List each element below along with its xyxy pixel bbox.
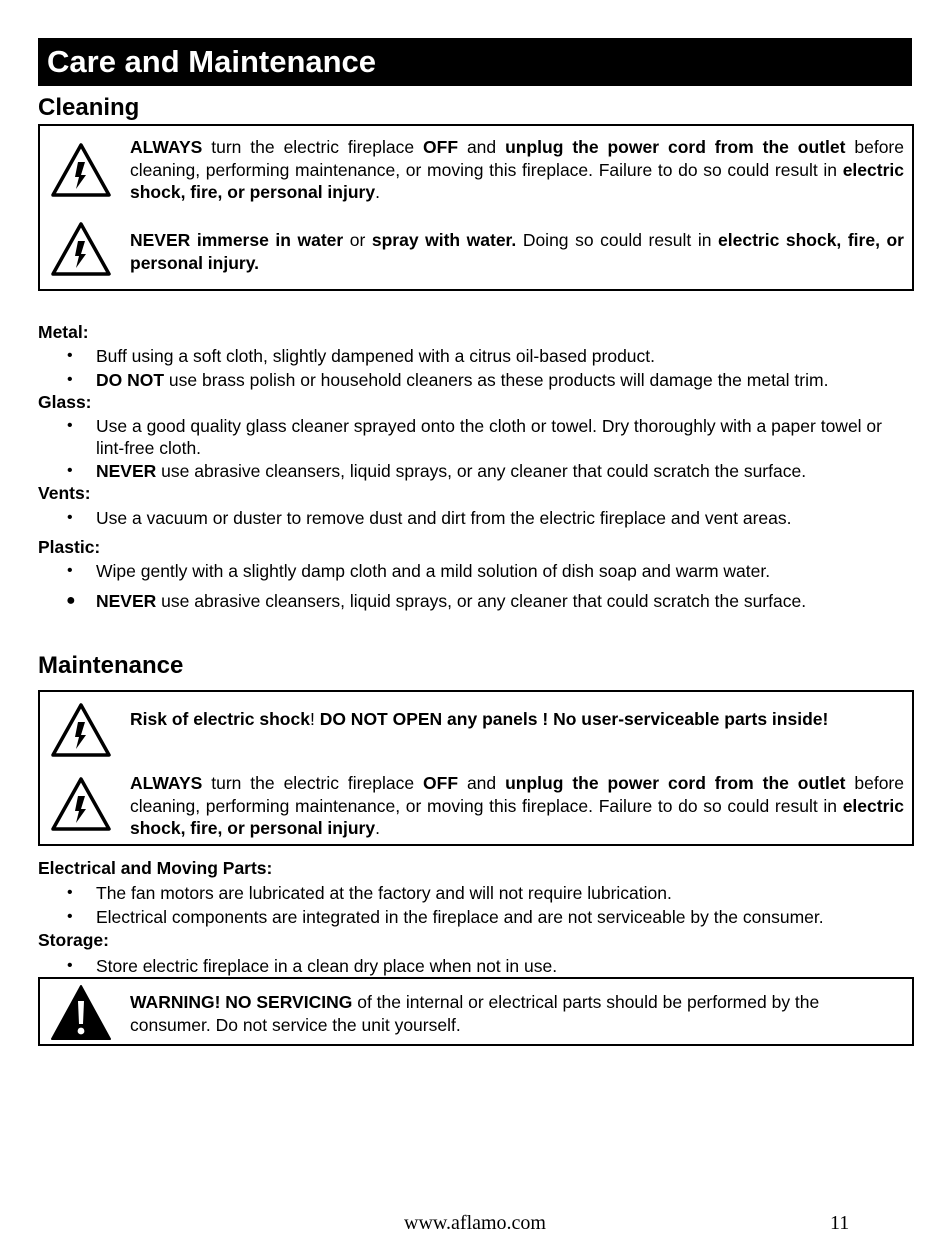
glass-label: Glass: bbox=[38, 392, 92, 412]
list-item: ● NEVER use abrasive cleansers, liquid sprays, or any cleaner that could scratch the surface. bbox=[96, 590, 916, 612]
list-item: • Electrical components are integrated in the fireplace and are not serviceable by the consumer. bbox=[96, 906, 920, 928]
servicing-warning-text: WARNING! NO SERVICING of the internal or electrical parts should be performed by the consumer. Do not service the unit yourself. bbox=[130, 992, 820, 1035]
list-item: • Store electric fireplace in a clean dry place when not in use. bbox=[96, 955, 916, 977]
cleaning-heading: Cleaning bbox=[38, 94, 140, 121]
maintenance-heading: Maintenance bbox=[38, 652, 184, 679]
electric-shock-warning-icon bbox=[50, 142, 112, 198]
cleaning-warning-box bbox=[38, 124, 914, 291]
list-item: • DO NOT use brass polish or household cleaners as these products will damage the metal trim. bbox=[96, 369, 916, 391]
cleaning-warning-water: NEVER immerse in water or spray with water. Doing so could result in electric shock, fire, or personal injury. bbox=[130, 230, 904, 273]
servicing-warning-box bbox=[38, 977, 914, 1046]
list-item: • Buff using a soft cloth, slightly dampened with a citrus oil-based product. bbox=[96, 345, 916, 367]
electric-shock-warning-icon bbox=[50, 221, 112, 277]
footer-url: www.aflamo.com bbox=[404, 1212, 546, 1234]
list-item: • NEVER use abrasive cleansers, liquid sprays, or any cleaner that could scratch the surface. bbox=[96, 460, 916, 482]
plastic-label: Plastic: bbox=[38, 537, 101, 557]
page-title: Care and Maintenance bbox=[38, 38, 912, 86]
storage-label: Storage: bbox=[38, 930, 109, 950]
maintenance-warning-unplug: ALWAYS turn the electric fireplace OFF and unplug the power cord from the outlet before cleaning, performing maintenance, or moving this fireplace. Failure to do so could result in electric shock, fire, or personal injury. bbox=[130, 773, 904, 838]
general-warning-icon bbox=[50, 984, 112, 1040]
vents-label: Vents: bbox=[38, 483, 91, 503]
metal-label: Metal: bbox=[38, 322, 89, 342]
cleaning-warning-unplug: ALWAYS turn the electric fireplace OFF and unplug the power cord from the outlet before cleaning, performing maintenance, or moving this fireplace. Failure to do so could result in electric shock, fire, or personal injury. bbox=[130, 137, 904, 202]
page-number: 11 bbox=[830, 1212, 850, 1234]
list-item: • Use a good quality glass cleaner sprayed onto the cloth or towel. Dry thoroughly with a paper towel or lint-free cloth. bbox=[96, 415, 912, 459]
electric-shock-warning-icon bbox=[50, 702, 112, 758]
electric-shock-warning-icon bbox=[50, 776, 112, 832]
list-item: • The fan motors are lubricated at the factory and will not require lubrication. bbox=[96, 882, 916, 904]
list-item: • Use a vacuum or duster to remove dust and dirt from the electric fireplace and vent areas. bbox=[96, 507, 916, 529]
maintenance-warning-box bbox=[38, 690, 914, 846]
electrical-label: Electrical and Moving Parts: bbox=[38, 858, 273, 878]
maintenance-warning-shock: Risk of electric shock! DO NOT OPEN any panels ! No user-serviceable parts inside! bbox=[130, 709, 829, 729]
list-item: • Wipe gently with a slightly damp cloth and a mild solution of dish soap and warm water. bbox=[96, 560, 916, 582]
